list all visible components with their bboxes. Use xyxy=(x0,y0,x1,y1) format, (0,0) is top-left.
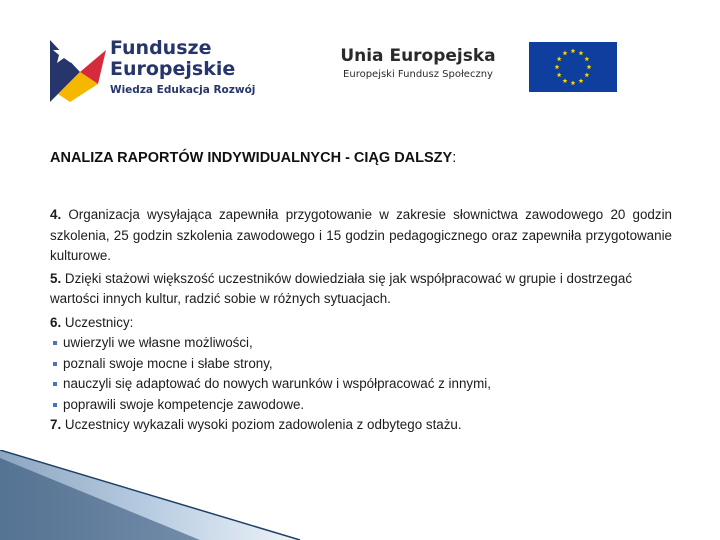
eu-logo-text xyxy=(318,46,518,80)
list-item xyxy=(50,354,672,375)
bullet-square-icon xyxy=(53,341,57,345)
page-title-colon: : xyxy=(452,150,457,166)
item-6-text: Uczestnicy: xyxy=(64,314,134,330)
funds-logo-line2: Europejskie xyxy=(110,58,236,80)
bullet-square-icon xyxy=(53,403,57,407)
item-4 xyxy=(50,205,672,267)
funds-logo-star-icon xyxy=(50,32,106,102)
funds-logo-line1: Fundusze xyxy=(110,37,212,59)
item-4-text: Organizacja wysyłająca zapewniła przygotowanie w zakresie słownictwa zawodowego 20 godzin szkolenia, 25 godzin szkolenia zawodowego i 15 godzin pedagogicznego oraz zapewniła przygotowanie kulturowe. xyxy=(50,207,672,263)
item-5 xyxy=(50,269,672,310)
corner-decoration xyxy=(0,450,720,540)
item-6 xyxy=(50,313,672,334)
bullet-text: nauczyli się adaptować do nowych warunków i współpracować z innymi, xyxy=(63,376,491,391)
item-5-number: 5. xyxy=(50,270,62,286)
eu-title: Unia Europejska xyxy=(340,46,496,66)
item-4-number: 4. xyxy=(50,207,62,222)
content-body xyxy=(50,205,672,436)
list-item xyxy=(50,395,672,416)
item-6-number: 6. xyxy=(50,314,62,330)
list-item xyxy=(50,374,672,395)
eu-flag-icon xyxy=(529,42,617,92)
bullet-square-icon xyxy=(53,362,57,366)
funds-logo-line3: Wiedza Edukacja Rozwój xyxy=(110,84,256,96)
item-7-number: 7. xyxy=(50,417,62,432)
bullet-square-icon xyxy=(53,382,57,386)
item-7-text: Uczestnicy wykazali wysoki poziom zadowolenia z odbytego stażu. xyxy=(64,417,462,432)
eu-subtitle: Europejski Fundusz Społeczny xyxy=(343,69,493,80)
bullet-text: poprawili swoje kompetencje zawodowe. xyxy=(63,396,305,412)
page-title xyxy=(50,150,456,166)
bullet-text: poznali swoje mocne i słabe strony, xyxy=(63,355,273,371)
bullet-text: uwierzyli we własne możliwości, xyxy=(63,335,253,350)
funds-europejskie-logo xyxy=(50,28,300,108)
page-title-text: ANALIZA RAPORTÓW INDYWIDUALNYCH - CIĄG DALSZY xyxy=(50,150,453,166)
item-7 xyxy=(50,415,672,436)
list-item xyxy=(50,333,672,354)
item-5-text: Dzięki stażowi większość uczestników dowiedziała się jak współpracować w grupie i dostrzegać wartości innych kultur, radzić sobie w różnych sytuacjach. xyxy=(50,270,633,306)
